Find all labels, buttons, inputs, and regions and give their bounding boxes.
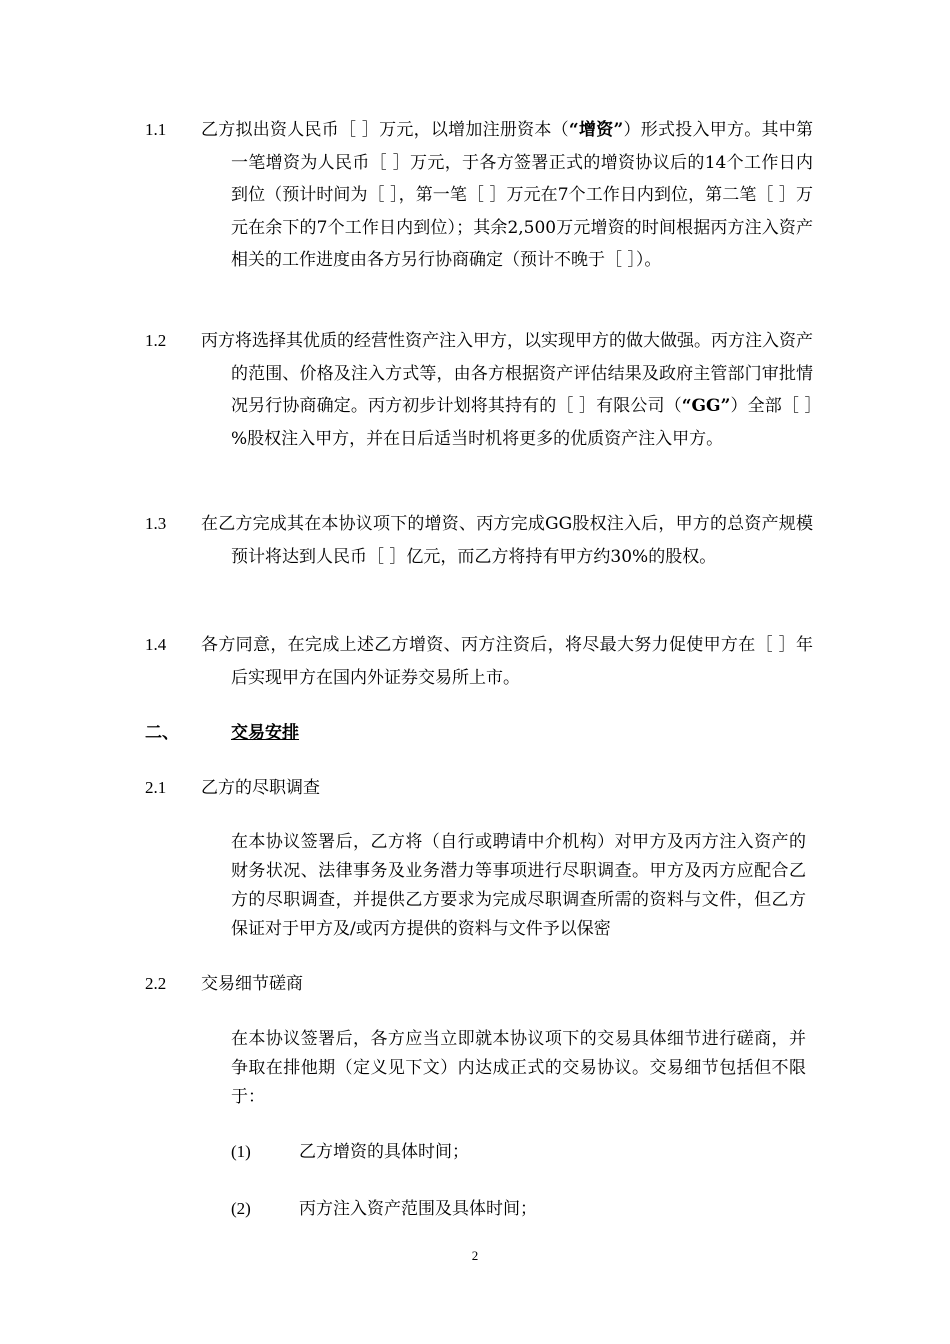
clause-1-2 (145, 325, 813, 455)
section-number: 二、 (145, 723, 179, 743)
clause-number: 1.4 (145, 635, 167, 654)
list-item-number: (1) (231, 1142, 251, 1161)
clause-number: 1.2 (145, 331, 167, 350)
clause-1-3 (145, 508, 813, 573)
clause-text-part: 乙方拟出资人民币［ ］万元，以增加注册资本（ (201, 120, 569, 140)
list-item-number: (2) (231, 1199, 251, 1218)
subsection-2-2-body: 在本协议签署后，各方应当立即就本协议项下的交易具体细节进行磋商，并争取在排他期（定义见下文）内达成正式的交易协议。交易细节包括但不限于： (231, 1029, 806, 1107)
clause-1-1 (145, 114, 813, 277)
subsection-title: 乙方的尽职调查 (201, 778, 320, 798)
clause-text: 在乙方完成其在本协议项下的增资、丙方完成GG股权注入后，甲方的总资产规模预计将达到人民币［ ］亿元，而乙方将持有甲方约30%的股权。 (201, 514, 813, 567)
clause-text-part: ）全部［ ］%股权注入甲方，并在日后适当时机将更多的优质资产注入甲方。 (231, 396, 814, 449)
clause-text (201, 114, 813, 277)
list-item-text: 丙方注入资产范围及具体时间； (299, 1199, 537, 1219)
list-item-text: 乙方增资的具体时间； (299, 1142, 469, 1162)
subsection-title: 交易细节磋商 (201, 974, 303, 994)
defined-term: “GG” (681, 396, 731, 416)
subsection-number: 2.1 (145, 778, 167, 797)
clause-1-4 (145, 629, 813, 694)
defined-term: “增资” (568, 120, 624, 140)
clause-number: 1.3 (145, 514, 167, 533)
clause-text (201, 325, 813, 455)
clause-text-part: ）形式投入甲方。其中第一笔增资为人民币［ ］万元，于各方签署正式的增资协议后的14个工作日内到位（预计时间为［ ］，第一笔［ ］万元在7个工作日内到位，第二笔［ ］万元在余下的7个工作日内到位）；其余2,500万元增资的时间根据丙方注入资产相关的工作进度由各方另行协商确定（预计不晚于［ ］）。 (231, 120, 813, 270)
section-title: 交易安排 (231, 723, 299, 743)
subsection-2-1-body: 在本协议签署后，乙方将（自行或聘请中介机构）对甲方及丙方注入资产的财务状况、法律事务及业务潜力等事项进行尽职调查。甲方及丙方应配合乙方的尽职调查，并提供乙方要求为完成尽职调查所需的资料与文件，但乙方保证对于甲方及/或丙方提供的资料与文件予以保密 (231, 832, 806, 939)
page-number: 2 (471, 1248, 479, 1263)
clause-text-part: 丙方将选择其优质的经营性资产注入甲方，以实现甲方的做大做强。丙方注入资产的范围、价格及注入方式等，由各方根据资产评估结果及政府主管部门审批情况另行协商确定。丙方初步计划将其持有的［ ］有限公司（ (201, 331, 813, 416)
clause-text: 各方同意，在完成上述乙方增资、丙方注资后，将尽最大努力促使甲方在［ ］年后实现甲方在国内外证券交易所上市。 (201, 635, 813, 688)
clause-number: 1.1 (145, 120, 167, 139)
subsection-number: 2.2 (145, 974, 167, 993)
